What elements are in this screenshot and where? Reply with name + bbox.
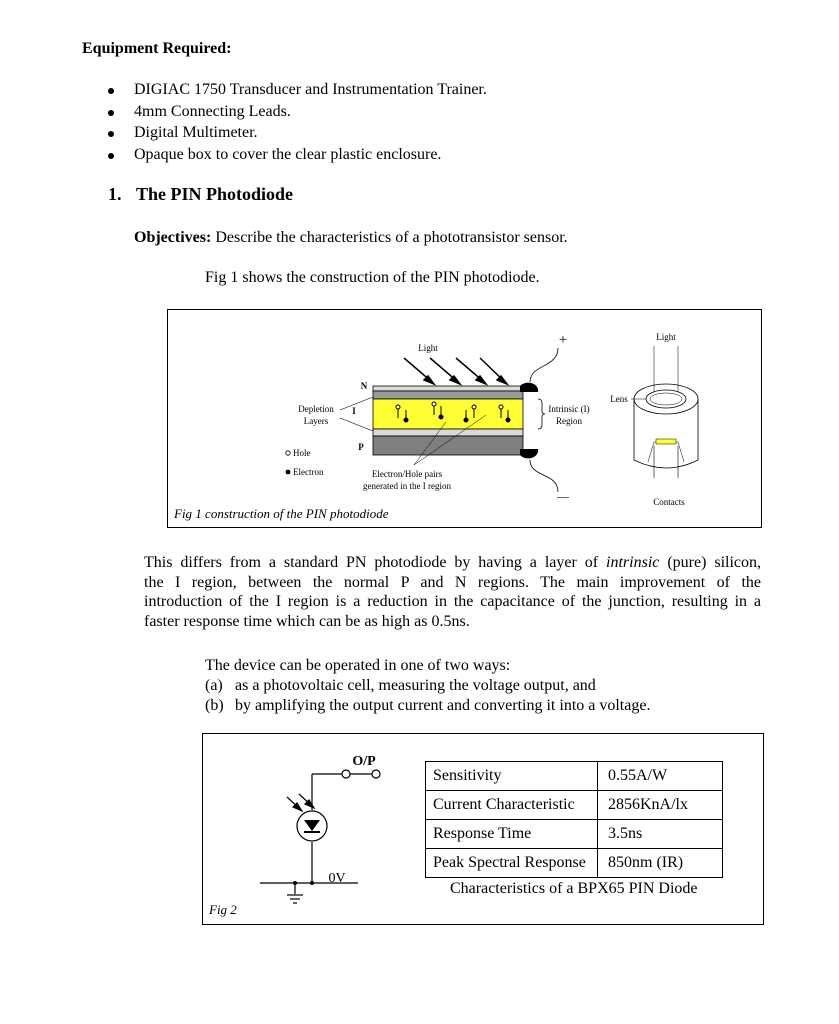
light-arrows-icon xyxy=(287,794,314,811)
pairs-label-1: Electron/Hole pairs xyxy=(371,469,443,479)
op-label: O/P xyxy=(352,754,376,769)
minus-sign: — xyxy=(557,489,569,503)
op-terminal-right xyxy=(372,770,380,778)
negative-lead xyxy=(530,460,558,492)
figure-1 xyxy=(167,309,762,528)
n-region xyxy=(373,391,523,399)
para-line-3: introduction of the I region is a reduction in the capacitance of the junction, resulting in a xyxy=(144,593,761,610)
ov-label: 0V xyxy=(328,871,346,886)
bullet-icon xyxy=(108,110,114,116)
n-label: N xyxy=(360,381,368,391)
n-layer xyxy=(373,386,523,391)
bullet-icon xyxy=(108,131,114,137)
depletion-pointer-top xyxy=(340,397,373,410)
fig2-label: Fig 2 xyxy=(209,902,237,917)
i-label: I xyxy=(352,406,356,416)
bullet-icon xyxy=(108,153,114,159)
table-row: Sensitivity 0.55A/W xyxy=(426,762,723,791)
bottom-contact xyxy=(520,449,538,458)
list-item: Digital Multimeter. xyxy=(108,123,487,145)
characteristics-table xyxy=(425,761,723,878)
plus-sign: + xyxy=(558,332,568,348)
list-item: Opaque box to cover the clear plastic enclosure. xyxy=(108,145,487,167)
device-operation xyxy=(205,656,650,716)
p-layer-light xyxy=(373,429,523,436)
objectives-text: Describe the characteristics of a phototransistor sensor. xyxy=(211,229,568,246)
list-item: 4mm Connecting Leads. xyxy=(108,102,487,124)
device-intro: The device can be operated in one of two ways: xyxy=(205,657,511,674)
op-terminal-left xyxy=(342,770,350,778)
intrinsic-brace xyxy=(538,399,545,429)
table-row: Current Characteristic 2856KnA/lx xyxy=(426,791,723,820)
objectives xyxy=(134,229,568,247)
table-row: Peak Spectral Response 850nm (IR) xyxy=(426,849,723,878)
fig1-intro: Fig 1 shows the construction of the PIN photodiode. xyxy=(205,269,540,286)
para-line-4: faster response time which can be as high as 0.5ns. xyxy=(144,612,470,630)
depletion-label-2: Layers xyxy=(303,416,329,426)
lens-label: Lens xyxy=(610,394,628,404)
depletion-pointer-bottom xyxy=(340,418,373,431)
section-title xyxy=(108,184,293,205)
equipment-list xyxy=(108,80,487,166)
p-label: P xyxy=(358,442,364,452)
electron-label: Electron xyxy=(293,467,324,477)
hole-icon xyxy=(286,451,290,455)
intrinsic-label-1: Intrinsic (I) xyxy=(548,404,590,414)
chip-icon xyxy=(656,439,676,444)
intrinsic-label-2: Region xyxy=(556,416,582,426)
fig1-caption: Fig 1 construction of the PIN photodiode xyxy=(174,506,389,521)
lens-icon xyxy=(646,390,686,408)
list-item: (b) by amplifying the output current and converting it into a voltage. xyxy=(205,697,651,714)
chip-mount xyxy=(648,442,684,462)
light-label: Light xyxy=(418,343,438,353)
table-row: Response Time 3.5ns xyxy=(426,820,723,849)
diode-triangle-icon xyxy=(304,820,320,831)
junction-dot xyxy=(310,881,314,885)
section-number: 1. xyxy=(108,184,122,204)
para-line-2: the I region, between the normal P and N regions. The main improvement of the xyxy=(144,573,761,591)
electron-icon xyxy=(286,470,291,475)
ground-junction-dot xyxy=(293,881,297,885)
pin-photodiode-diagram xyxy=(168,310,763,529)
section-title-text: The PIN Photodiode xyxy=(136,184,294,204)
objectives-label: Objectives: xyxy=(134,229,212,246)
equipment-heading: Equipment Required: xyxy=(82,40,232,57)
light-arrows xyxy=(404,358,507,384)
p-region xyxy=(373,436,523,455)
contacts-label: Contacts xyxy=(653,497,685,507)
top-contact xyxy=(520,383,538,392)
list-item: (a) as a photovoltaic cell, measuring the voltage output, and xyxy=(205,677,596,694)
table-caption: Characteristics of a BPX65 PIN Diode xyxy=(450,880,698,897)
bullet-icon xyxy=(108,88,114,94)
description-paragraph xyxy=(144,553,761,631)
package-light-label: Light xyxy=(656,332,676,342)
depletion-label-1: Depletion xyxy=(298,404,334,414)
pairs-label-2: generated in the I region xyxy=(363,481,451,491)
para-line-1: This differs from a standard PN photodiode by having a layer of intrinsic (pure) silicon, xyxy=(144,554,762,571)
list-item: DIGIAC 1750 Transducer and Instrumentation Trainer. xyxy=(108,80,487,102)
hole-label: Hole xyxy=(293,448,311,458)
positive-lead xyxy=(530,348,558,382)
